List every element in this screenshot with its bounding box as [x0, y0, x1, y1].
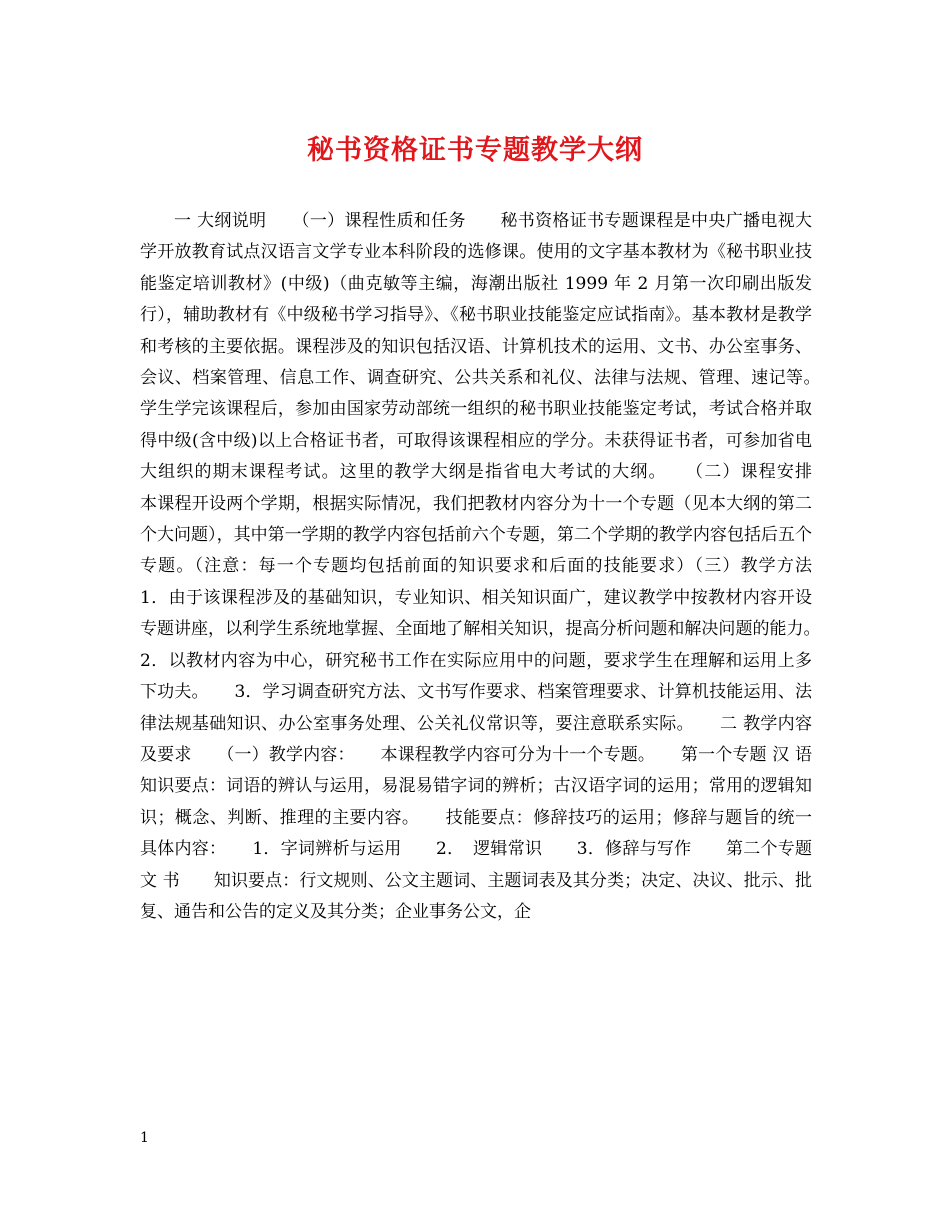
document-body: 一 大纲说明 （一）课程性质和任务 秘书资格证书专题课程是中央广播电视大学开放教育试点汉语言文学专业本科阶段的选修课。使用的文字基本教材为《秘书职业技能鉴定培训教材》(中级)（曲克敏等主编，海潮出版社 1999 年 2 月第一次印刷出版发行），辅助教材有《中级秘书学习指导》、《秘书职业技能鉴定应试指南》。基本教材是教学和考核的主要依据。课程涉及的知识包括汉语、计算机技术的运用、文书、办公室事务、会议、档案管理、信息工作、调查研究、公共关系和礼仪、法律与法规、管理、速记等。 学生学完该课程后，参加由国家劳动部统一组织的秘书职业技能鉴定考试，考试合格并取得中级(含中级)以上合格证书者，可取得该课程相应的学分。未获得证书者，可参加省电大组织的期末课程考试。这里的教学大纲是指省电大考试的大纲。 （二）课程安排 本课程开设两个学期，根据实际情况，我们把教材内容分为十一个专题（见本大纲的第二个大问题），其中第一学期的教学内容包括前六个专题，第二个学期的教学内容包括后五个专题。（注意：每一个专题均包括前面的知识要求和后面的技能要求）（三）教学方法 1．由于该课程涉及的基础知识，专业知识、相关知识面广，建议教学中按教材内容开设专题讲座，以利学生系统地掌握、全面地了解相关知识，提高分析问题和解决问题的能力。 2．以教材内容为中心，研究秘书工作在实际应用中的问题，要求学生在理解和运用上多下功夫。 3．学习调查研究方法、文书写作要求、档案管理要求、计算机技能运用、法律法规基础知识、办公室事务处理、公关礼仪常识等，要注意联系实际。 二 教学内容及要求 （一）教学内容： 本课程教学内容可分为十一个专题。 第一个专题 汉 语 知识要点：词语的辨认与运用，易混易错字词的辨析；古汉语字词的运用；常用的逻辑知识；概念、判断、推理的主要内容。 技能要点：修辞技巧的运用；修辞与题旨的统一 具体内容： 1．字词辨析与运用 2． 逻辑常识 3．修辞与写作 第二个专题 文 书 知识要点：行文规则、公文主题词、主题词表及其分类；决定、决议、批示、批复、通告和公告的定义及其分类；企业事务公文，企	[140, 211, 846, 922]
document-title: 秘书资格证书专题教学大纲	[307, 135, 643, 166]
page-number: 1	[140, 1130, 149, 1146]
